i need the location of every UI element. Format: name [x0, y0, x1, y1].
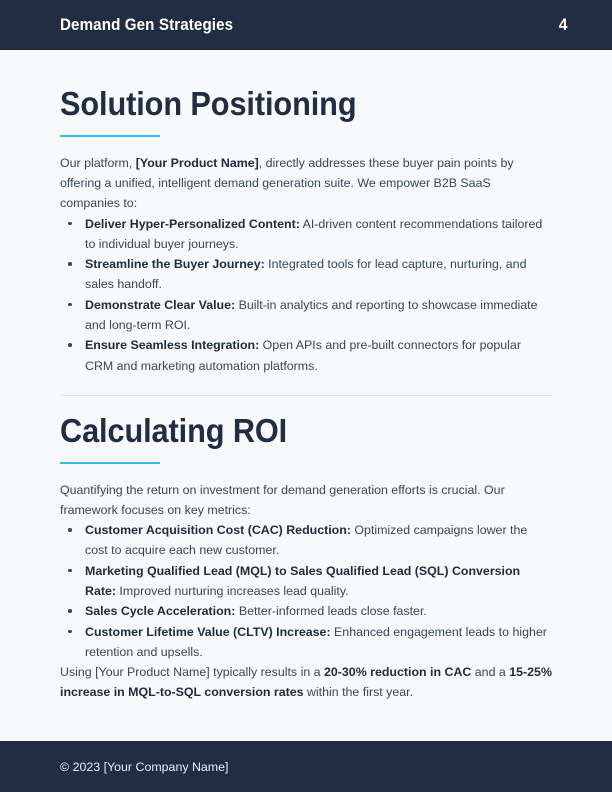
cac-reduction-stat: 20-30% reduction in CAC	[324, 665, 472, 680]
intro-text-part2: , directly addresses these buyer pain points by offering a unified, intelligent demand generation suite. We empower B2B SaaS companies to:	[60, 155, 514, 211]
list-item	[60, 335, 552, 376]
header-title: Demand Gen Strategies	[60, 15, 234, 34]
product-name-placeholder: [Your Product Name]	[135, 155, 259, 170]
heading-accent-rule	[60, 135, 160, 137]
closing-paragraph	[60, 662, 552, 703]
list-item-lead: Streamline the Buyer Journey:	[85, 257, 265, 272]
list-item-lead: Customer Acquisition Cost (CAC) Reduction:	[85, 523, 351, 538]
list-item-text: Better-informed leads close faster.	[235, 604, 427, 619]
list-item	[60, 520, 552, 561]
list-item-text: Open APIs and pre-built connectors for popular CRM and marketing automation platforms.	[85, 338, 521, 373]
list-item	[60, 214, 552, 255]
list-item	[60, 622, 552, 663]
list-item	[60, 295, 552, 336]
intro-text-part1: Our platform,	[60, 155, 136, 170]
list-item-lead: Ensure Seamless Integration:	[85, 338, 260, 353]
page-footer	[0, 741, 612, 792]
list-item-lead: Demonstrate Clear Value:	[85, 297, 236, 312]
list-item-lead: Marketing Qualified Lead (MQL) to Sales Qualified Lead (SQL) Conversion Rate:	[85, 563, 521, 598]
list-item-text: Built-in analytics and reporting to showcase immediate and long-term ROI.	[85, 297, 538, 332]
section-intro-paragraph	[60, 153, 552, 214]
list-item-text: Optimized campaigns lower the cost to acquire each new customer.	[85, 523, 528, 558]
page-number: 4	[558, 15, 567, 34]
closing-part2: and a	[471, 665, 510, 680]
list-item-lead: Deliver Hyper-Personalized Content:	[85, 216, 300, 231]
list-item-text: Improved nurturing increases lead quality.	[115, 584, 349, 598]
mql-sql-conversion-stat: 15-25% increase in MQL-to-SQL conversion rates	[60, 665, 552, 700]
list-item-text: Integrated tools for lead capture, nurturing, and sales handoff.	[85, 257, 527, 292]
page-header	[0, 0, 612, 50]
closing-part3: within the first year.	[303, 685, 414, 700]
list-item	[60, 601, 552, 621]
list-item-text: AI-driven content recommendations tailored to individual buyer journeys.	[85, 216, 543, 251]
section-heading: Calculating ROI	[60, 411, 288, 449]
list-item-lead: Customer Lifetime Value (CLTV) Increase:	[85, 624, 331, 639]
heading-accent-rule	[60, 462, 160, 464]
section-divider	[60, 395, 552, 396]
list-item-text: Enhanced engagement leads to higher retention and upsells.	[85, 624, 547, 659]
section-solution-positioning	[60, 86, 552, 376]
list-item	[60, 561, 552, 602]
section-calculating-roi	[60, 395, 552, 703]
section-heading: Solution Positioning	[60, 85, 357, 122]
document-content	[0, 50, 612, 703]
intro-text-part1: Quantifying the return on investment for demand generation efforts is crucial. Our framework focuses on key metrics:	[60, 482, 505, 517]
list-item-lead: Sales Cycle Acceleration:	[85, 604, 236, 619]
closing-part1: Using [Your Product Name] typically results in a	[60, 665, 324, 680]
roi-bullet-list	[60, 520, 552, 662]
list-item	[60, 254, 552, 295]
footer-copyright: © 2023 [Your Company Name]	[60, 759, 229, 774]
solution-bullet-list	[60, 214, 552, 376]
section-intro-paragraph	[60, 480, 552, 521]
